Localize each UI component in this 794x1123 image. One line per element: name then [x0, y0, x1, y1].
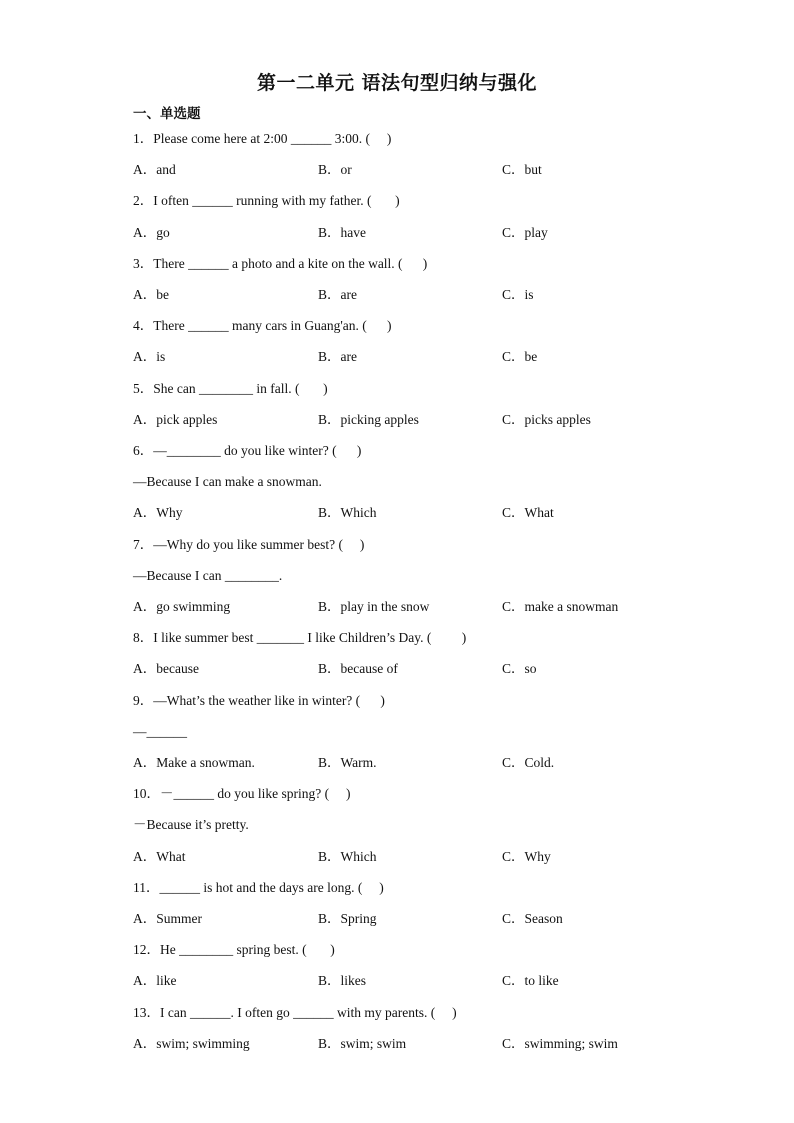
question-5-stem: 5．She can ________ in fall. ( ): [133, 381, 328, 396]
question-12-option-b: B．likes: [318, 973, 367, 988]
question-12-stem: 12．He ________ spring best. ( ): [133, 942, 335, 957]
question-6-option-c: C．What: [502, 505, 554, 520]
question-4-option-a: A．is: [133, 349, 166, 364]
question-8-option-a: A．because: [133, 661, 199, 676]
question-7-dialogue: —Because I can ________.: [133, 568, 283, 583]
question-10-option-a: A．What: [133, 849, 186, 864]
question-1-stem: 1．Please come here at 2:00 ______ 3:00. ( ): [133, 131, 392, 146]
question-11-option-c: C．Season: [502, 911, 563, 926]
question-10-dialogue: －Because it’s pretty.: [133, 817, 249, 832]
question-10-option-b: B．Which: [318, 849, 377, 864]
page-title: 第一二单元 语法句型归纳与强化: [256, 72, 538, 94]
question-5-option-b: B．picking apples: [318, 412, 419, 427]
question-7-option-b: B．play in the snow: [318, 599, 430, 614]
question-13-option-c: C．swimming; swim: [502, 1036, 618, 1051]
question-9-dialogue: —______: [133, 724, 187, 739]
question-12-option-a: A．like: [133, 973, 177, 988]
question-5-option-a: A．pick apples: [133, 412, 218, 427]
question-4-option-c: C．be: [502, 349, 538, 364]
question-8-option-c: C．so: [502, 661, 537, 676]
question-10-option-c: C．Why: [502, 849, 551, 864]
question-9-stem: 9．—What’s the weather like in winter? ( ): [133, 693, 385, 708]
question-1-option-a: A．and: [133, 162, 176, 177]
question-11-option-a: A．Summer: [133, 911, 202, 926]
question-11-option-b: B．Spring: [318, 911, 377, 926]
question-6-option-b: B．Which: [318, 505, 377, 520]
question-9-option-b: B．Warm.: [318, 755, 377, 770]
question-7-option-c: C．make a snowman: [502, 599, 619, 614]
question-2-option-c: C．play: [502, 225, 548, 240]
question-7-option-a: A．go swimming: [133, 599, 231, 614]
question-4-stem: 4．There ______ many cars in Guang'an. ( ): [133, 318, 392, 333]
question-8-option-b: B．because of: [318, 661, 398, 676]
question-1-option-c: C．but: [502, 162, 542, 177]
question-6-dialogue: —Because I can make a snowman.: [133, 474, 322, 489]
question-13-stem: 13．I can ______. I often go ______ with my parents. ( ): [133, 1005, 457, 1020]
question-10-stem: 10．－______ do you like spring? ( ): [133, 786, 351, 801]
question-6-option-a: A．Why: [133, 505, 183, 520]
question-13-option-a: A．swim; swimming: [133, 1036, 250, 1051]
question-2-option-a: A．go: [133, 225, 170, 240]
question-3-option-c: C．is: [502, 287, 534, 302]
question-11-stem: 11．______ is hot and the days are long. ( ): [133, 880, 384, 895]
question-6-stem: 6．—________ do you like winter? ( ): [133, 443, 362, 458]
question-7-stem: 7．—Why do you like summer best? ( ): [133, 537, 365, 552]
section-heading: 一、单选题: [133, 106, 201, 122]
question-9-option-c: C．Cold.: [502, 755, 555, 770]
question-12-option-c: C．to like: [502, 973, 559, 988]
question-4-option-b: B．are: [318, 349, 357, 364]
question-2-option-b: B．have: [318, 225, 366, 240]
question-3-option-b: B．are: [318, 287, 357, 302]
question-13-option-b: B．swim; swim: [318, 1036, 407, 1051]
question-3-stem: 3．There ______ a photo and a kite on the wall. ( ): [133, 256, 428, 271]
question-8-stem: 8．I like summer best _______ I like Children’s Day. ( ): [133, 630, 467, 645]
question-2-stem: 2．I often ______ running with my father. ( ): [133, 193, 400, 208]
question-5-option-c: C．picks apples: [502, 412, 591, 427]
question-9-option-a: A．Make a snowman.: [133, 755, 255, 770]
question-3-option-a: A．be: [133, 287, 169, 302]
question-1-option-b: B．or: [318, 162, 352, 177]
